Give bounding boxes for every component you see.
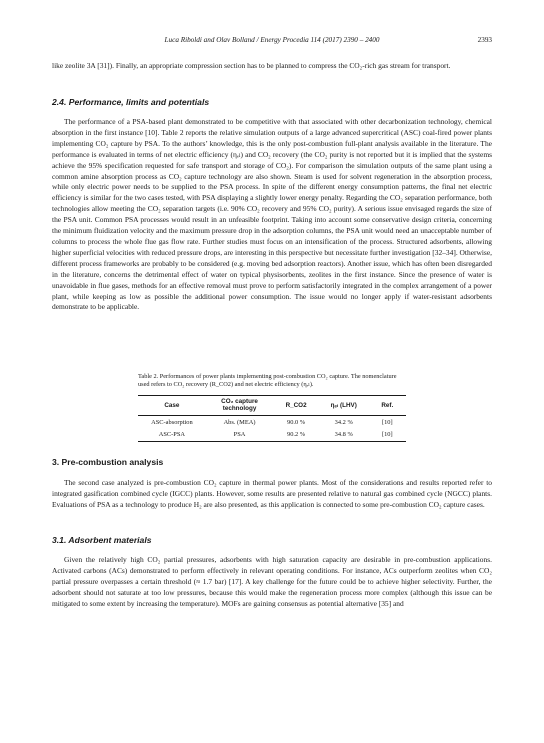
col-header-case: Case [138, 396, 206, 416]
table-row [138, 415, 406, 428]
col-header-recovery: R_CO2 [273, 396, 319, 416]
col-header-ref: Ref. [369, 396, 406, 416]
cell-technology: PSA [206, 428, 273, 441]
running-title: Luca Riboldi and Olav Bolland / Energy Procedia 114 (2017) 2390 – 2400 [164, 36, 380, 44]
page-number: 2393 [477, 36, 492, 44]
cell-efficiency: 34.2 % [334, 418, 353, 426]
cell-technology: Abs. (MEA) [223, 418, 256, 426]
paragraph-adsorbents: Given the relatively high CO₂ partial pressures, adsorbents with high saturation capacity are desirable in pre-combustion applications. Activated carbons (ACs) demonstrated to perform effectively in relevant operating conditions. For instance, ACs outperform zeolites when CO₂ partial pressure overpasses a certain threshold (≈ 1.7 bar) [17]. A key challenge for the future could be to achieve higher selectivity. Further, the adsorbent should not saturate at too low pressures, because this would make the regeneration process more complex (although this issue can be mitigated to some extent by increasing the temperature). MOFs are gaining consensus as potential alternative [35] and [52, 555, 492, 608]
table-2-caption: Table 2. Performances of power plants implementing post-combustion CO₂ capture. The nomenclature used refers to CO₂ recovery (R_CO2) and net electric efficiency (ηₑₗ). [138, 373, 397, 389]
table-header-row [138, 396, 406, 416]
paragraph-pre-combustion: The second case analyzed is pre-combustion CO₂ capture in thermal power plants. Most of the considerations and results reported refer to integrated gasification combined cycle (IGCC) plants. However, some results are presented relative to natural gas combined cycle (NGCC) plants. Evaluations of PSA as a technology to produce H₂ are also presented, as this application is connected to some pre-combustion CO₂ capture cases. [52, 478, 492, 509]
table-row [138, 428, 406, 441]
table-2 [138, 395, 406, 442]
section-heading-3-1: 3.1. Adsorbent materials [52, 535, 152, 545]
col-header-efficiency: ηₑₗ (LHV) [319, 396, 369, 416]
cell-recovery: 90.0 % [287, 418, 306, 426]
cell-case: ASC-PSA [138, 428, 206, 441]
paragraph-performance: The performance of a PSA-based plant demonstrated to be competitive with that associated with other decarbonization technology, chemical absorption in the first instance [10]. Table 2 reports the relative simulation outputs of a large advanced supercritical (ASC) coal-fired power plants implementing CO₂ capture by PSA. To the authors’ knowledge, this is the only post-combustion full-plant analysis available in the literature. The performance is evaluated in terms of net electric efficiency (ηₑₗ) and CO₂ recovery (the CO₂ purity is not reported but it is implied that the systems achieve the 95% specification requested for safe transport and storage of CO₂). For comparison the simulation outputs of the same plant using a common amine absorption process as CO₂ capture technology are also shown. Steam is used for solvent regeneration in the absorption process, while only electric power needs to be supplied to the PSA process. In spite of the different energy consumption patterns, the final net electric efficiency is similar for the two cases tested, with PSA displaying a slightly lower energy penalty. Regarding the CO₂ separation performance, both technologies allow meeting the CO₂ separation targets (i.e. 90% CO₂ recovery and 95% CO₂ purity). A serious issue envisaged regards the size of the PSA unit. Common PSA processes would result in an unfeasible footprint. Taking into account some conservative design criteria, concerning the minimum fluidization velocity and the maximum pressure drop in the adsorption columns, the PSA unit would need an unacceptable number of columns to process the whole flue gas flow rate. Further studies must focus on an intensification of the process. Structured adsorbents, allowing higher superficial velocities with reduced pressure drops, are interesting in this perspective but necessitate further investigation [32–34]. Otherwise, different process frameworks are probably to be considered (e.g. moving bed adsorption reactors). Another issue, which has often been disregarded in the literature, concerns the detrimental effect of water on typical physisorbents, zeolites in the first instance. Since the presence of water is unavoidable in flue gases, methods for an effective removal must prove to perform satisfactorily integrated in the complex arrangement of a power plant, while keeping as low as possible the additional power consumption. The issue would no longer apply if water-resistant adsorbents demonstrate to be applicable. [52, 117, 492, 312]
cell-recovery: 90.2 % [273, 428, 319, 441]
cell-case: ASC-absorption [151, 418, 193, 426]
cell-ref: [10] [369, 428, 406, 441]
cell-efficiency: 34.8 % [319, 428, 369, 441]
cell-ref: [10] [381, 418, 393, 426]
paragraph-continuation: like zeolite 3A [31]). Finally, an appropriate compression section has to be planned to compress the CO₂-rich gas stream for transport. [52, 61, 451, 70]
section-heading-2-4: 2.4. Performance, limits and potentials [52, 97, 210, 107]
col-header-technology: CO₂ capture technology [206, 396, 273, 416]
section-heading-3: 3. Pre-combustion analysis [52, 457, 164, 467]
running-header [52, 36, 492, 48]
